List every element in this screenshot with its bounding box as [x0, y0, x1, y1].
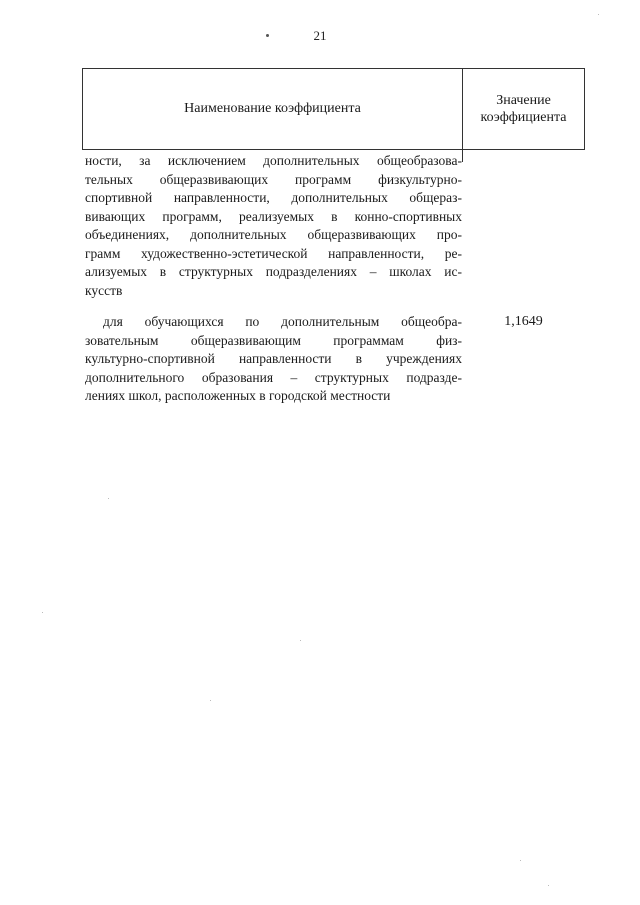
- scan-speck: [598, 14, 599, 15]
- text-line: ности, за исключением дополнительных общеобразова-: [85, 153, 462, 168]
- scan-speck: [300, 640, 301, 641]
- text-line: кусств: [85, 282, 123, 298]
- scan-speck: [108, 498, 109, 499]
- table-row-continuation: [85, 152, 462, 300]
- table-row-sport-programs: [85, 313, 462, 406]
- text-line: ализуемых в структурных подразделениях – школах ис-: [85, 264, 462, 279]
- coefficient-value: 1,1649: [504, 314, 543, 329]
- scan-speck: [548, 885, 549, 886]
- text-line: спортивной направленности, дополнительных общераз-: [85, 190, 462, 205]
- scan-speck: [42, 612, 43, 613]
- text-line: тельных общеразвивающих программ физкультурно-: [85, 171, 462, 187]
- text-line: зовательным общеразвивающим программам физ-: [85, 332, 462, 348]
- table-header: [82, 68, 585, 150]
- text-line: дополнительного образования – структурных подразде-: [85, 369, 462, 385]
- text-line: для обучающихся по дополнительным общеобра-: [103, 314, 462, 329]
- scan-speck: [210, 700, 211, 701]
- header-name-column: Наименование коэффициента: [83, 69, 463, 149]
- header-value-line-2: коэффициента: [480, 110, 567, 125]
- header-value-line-1: Значение: [496, 93, 551, 108]
- text-line: лениях школ, расположенных в городской местности: [85, 388, 391, 403]
- text-line: вивающих программ, реализуемых в конно-спортивных: [85, 208, 462, 224]
- header-value-column: [463, 69, 584, 149]
- page-number: 21: [313, 28, 327, 43]
- scan-mark: [266, 34, 269, 37]
- scan-speck: [520, 860, 521, 861]
- text-line: грамм художественно-эстетической направленности, ре-: [85, 245, 462, 261]
- text-line: культурно-спортивной направленности в учреждениях: [85, 351, 462, 366]
- column-rule: [462, 150, 463, 162]
- text-line: объединениях, дополнительных общеразвивающих про-: [85, 227, 462, 242]
